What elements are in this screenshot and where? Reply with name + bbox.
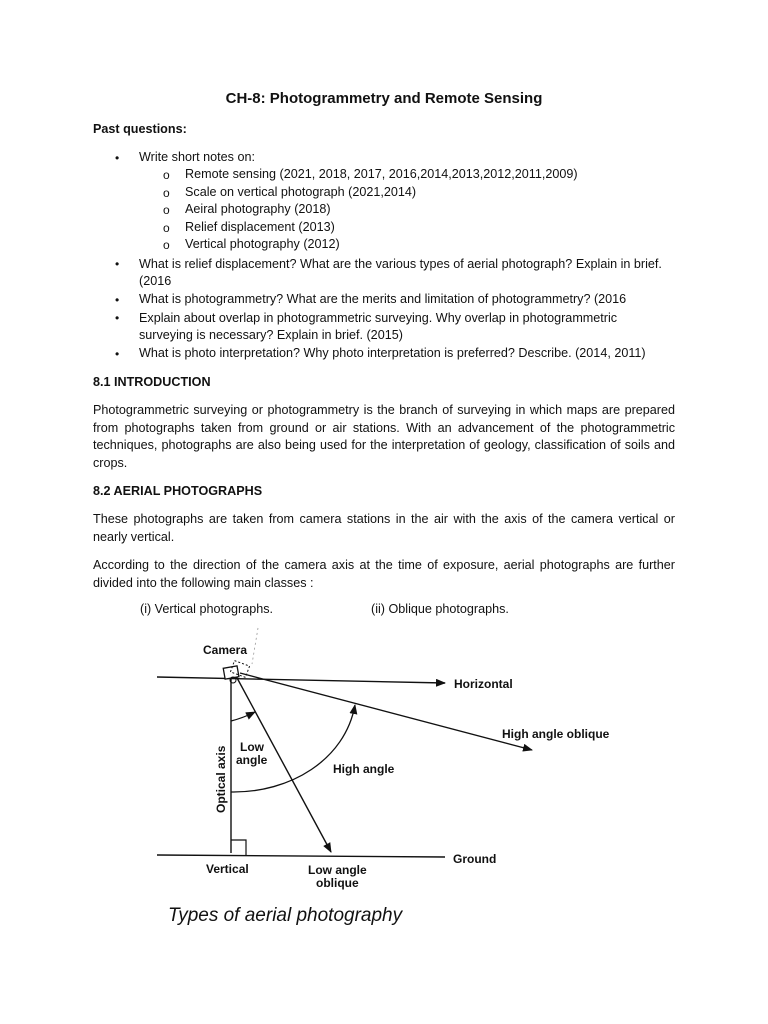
short-note-item: Relief displacement (2013) [185,220,335,234]
short-note-item: Remote sensing (2021, 2018, 2017, 2016,2014,2013,2012,2011,2009) [185,167,578,181]
aerial-paragraph-2: According to the direction of the camera axis at the time of exposure, aerial photographs are further divided into the following main classes : [93,558,675,590]
question-item: What is relief displacement? What are the various types of aerial photograph? Explain in brief. (2016 [139,257,662,288]
short-notes-intro: Write short notes on: [139,150,255,164]
horizontal-label: Horizontal [454,677,513,691]
right-angle-mark [231,840,246,855]
camera-icon [223,661,249,683]
past-questions-list [0,0,768,370]
high-angle-label: High angle [333,762,395,776]
sub-bullet: o [163,186,170,200]
class-vertical: (i) Vertical photographs. [140,602,274,616]
bullet: • [115,293,120,307]
low-angle-label-1: Low [240,740,264,754]
low-angle-oblique-label-1: Low angle [308,863,367,877]
camera-label: Camera [203,643,248,657]
short-note-item: Vertical photography (2012) [185,237,340,251]
low-angle-oblique-label-2: oblique [316,876,359,890]
aerial-paragraph-1: These photographs are taken from camera stations in the air with the axis of the camera vertical or nearly vertical. [93,512,675,544]
intro-paragraph: Photogrammetric surveying or photogrammetry is the branch of surveying in which maps are prepared from photographs taken from ground or air stations. With an advancement of the photogrammetric techniques, photographs are also being used for the interpretation of geology, classification of soils and crops. [93,403,675,470]
bullet: • [115,257,120,271]
question-item: What is photogrammetry? What are the merits and limitation of photogrammetry? (2016 [139,292,627,306]
sub-bullet: o [163,168,170,182]
sub-bullet: o [163,238,170,252]
short-note-item: Scale on vertical photograph (2021,2014) [185,185,417,199]
past-questions-heading: Past questions: [93,122,187,136]
ground-line [157,855,445,857]
ground-label: Ground [453,852,497,866]
high-angle-oblique-label: High angle oblique [502,727,610,741]
sub-bullet: o [163,221,170,235]
short-note-item: Aeiral photography (2018) [185,202,331,216]
guide-line [252,628,258,664]
figure-caption: Types of aerial photography [168,905,403,926]
aerial-photography-diagram [0,620,768,940]
class-oblique: (ii) Oblique photographs. [371,602,509,616]
bullet: • [115,151,120,165]
vertical-label: Vertical [206,862,249,876]
optical-axis-label: Optical axis [214,745,228,813]
low-angle-arc [231,712,255,721]
page-title: CH-8: Photogrammetry and Remote Sensing [225,90,543,107]
intro-heading: 8.1 INTRODUCTION [93,375,211,389]
question-item: What is photo interpretation? Why photo interpretation is preferred? Describe. (2014, 2011) [139,346,646,360]
low-angle-label-2: angle [236,753,268,767]
horizontal-line [157,677,445,683]
question-item: Explain about overlap in photogrammetric surveying. Why overlap in photogrammetric surveying is necessary? Explain in brief. (2015) [139,311,618,342]
sub-bullet: o [163,203,170,217]
aerial-heading: 8.2 AERIAL PHOTOGRAPHS [93,484,263,498]
bullet: • [115,347,120,361]
bullet: • [115,311,120,325]
